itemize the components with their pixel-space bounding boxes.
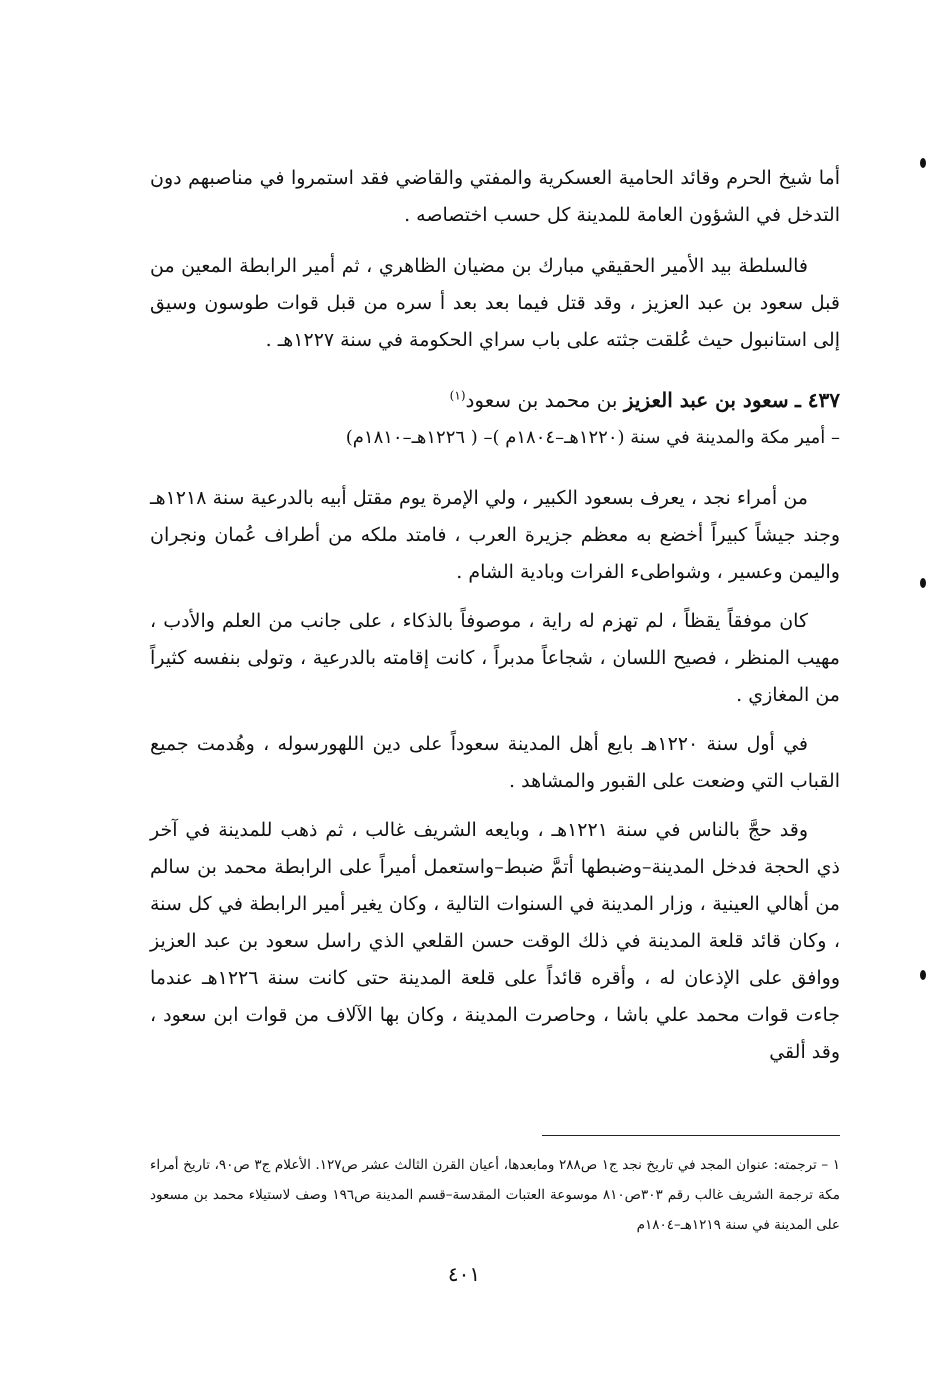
intro-section [150,160,840,359]
paragraph: كان موفقاً يقظاً ، لم تهزم له راية ، موصوفاً بالذكاء ، على جانب من العلم والأدب ، مهيب المنظر ، فصيح اللسان ، شجاعاً مدبراً ، كانت إقامته بالدرعية ، وتولى بنفسه كثيراً من المغازي . [150,610,840,706]
entry-name-rest: بن محمد بن سعود [465,388,618,412]
margin-mark [920,970,926,980]
page-number: ٤٠١ [447,1262,481,1286]
entry-heading-block [150,382,840,456]
footnotes [150,1150,840,1240]
entry-subtitle: – أمير مكة والمدينة في سنة (١٢٢٠هـ–١٨٠٤م )– ( ١٢٢٦هـ–١٨١٠م) [345,427,840,448]
paragraph: فالسلطة بيد الأمير الحقيقي مبارك بن مضيان الظاهري ، ثم أمير الرابطة المعين من قبل سعود بن عبد العزيز ، وقد قتل فيما بعد بعد أ سره من قبل قوات طوسون وسيق إلى استانبول حيث عُلقت جثته على باب سراي الحكومة في سنة ١٢٢٧هـ . [150,255,840,351]
footnote-divider [542,1135,840,1136]
margin-mark [920,578,926,588]
paragraph: أما شيخ الحرم وقائد الحامية العسكرية والمفتي والقاضي فقد استمروا في مناصبهم دون التدخل في الشؤون العامة للمدينة كل حسب اختصاصه . [150,167,840,226]
paragraph: في أول سنة ١٢٢٠هـ بايع أهل المدينة سعوداً على دين اللهورسوله ، وهُدمت جميع القباب التي وضعت على القبور والمشاهد . [150,733,840,792]
footnote-reference: (١) [449,388,466,403]
margin-mark [920,158,926,168]
entry-heading [150,382,840,419]
entry-body [150,480,840,1071]
entry-name-bold: سعود بن عبد العزيز [623,388,789,412]
paragraph: وقد حجَّ بالناس في سنة ١٢٢١هـ ، وبايعه الشريف غالب ، ثم ذهب للمدينة في آخر ذي الحجة فدخل المدينة–وضبطها أتمَّ ضبط–واستعمل أميراً على الرابطة محمد بن سالم من أهالي العينية ، وزار المدينة في السنوات التالية ، وكان يغير أمير الرابطة في كل سنة ، وكان قائد قلعة المدينة في ذلك الوقت حسن القلعي الذي راسل سعود بن عبد العزيز ووافق على الإذعان له ، وأقره قائداً على قلعة المدينة حتى كانت سنة ١٢٢٦هـ عندما جاءت قوات محمد علي باشا ، وحاصرت المدينة ، وكان بها الآلاف من قوات ابن سعود ، وقد ألقي [150,819,840,1063]
paragraph: من أمراء نجد ، يعرف بسعود الكبير ، ولي الإمرة يوم مقتل أبيه بالدرعية سنة ١٢١٨هـ وجند جيشاً كبيراً أخضع به معظم جزيرة العرب ، فامتد ملكه من أطراف عُمان ونجران واليمن وعسير ، وشواطىء الفرات وبادية الشام . [150,487,840,583]
entry-number: ٤٣٧ ـ [794,388,840,412]
footnote: ١ – ترجمته: عنوان المجد في تاريخ نجد ج١ ص٢٨٨ ومابعدها، أعيان القرن الثالث عشر ص١٢٧. الأعلام ج٣ ص٩٠، تاريخ أمراء مكة ترجمة الشريف غالب رقم ٣٠٣ص٨١٠ موسوعة العتبات المقدسة–قسم المدينة ص١٩٦ وصف لاستيلاء محمد بن مسعود على المدينة في سنة ١٢١٩هـ–١٨٠٤م [150,1157,840,1233]
